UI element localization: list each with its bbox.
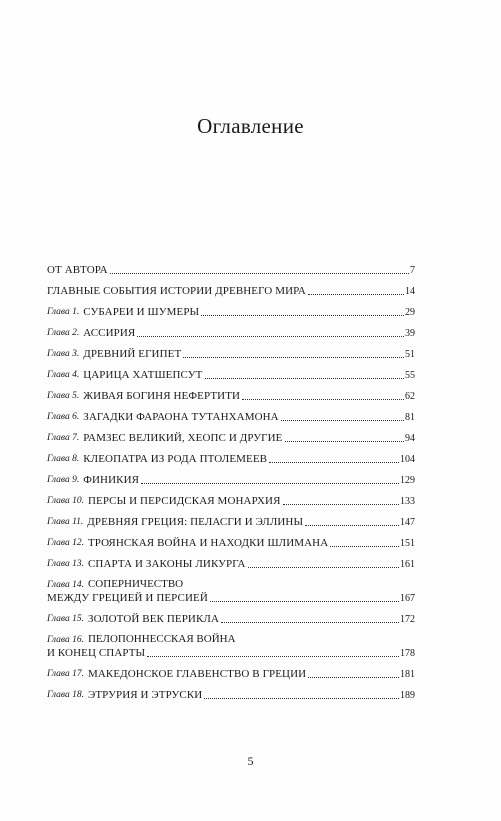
chapter-label: Глава 8.	[47, 454, 80, 464]
toc-entry[interactable]	[47, 403, 415, 424]
toc-entry-body	[47, 411, 415, 424]
chapter-label: Глава 2.	[47, 328, 80, 338]
dot-leader	[201, 315, 404, 316]
toc-entry-body	[47, 306, 415, 319]
toc-page-number: 161	[400, 559, 415, 570]
toc-page-number: 51	[405, 349, 415, 360]
page-title: Оглавление	[197, 114, 304, 138]
toc-entry-line	[47, 306, 415, 319]
chapter-label: Глава 1.	[47, 307, 80, 317]
toc-entry-title: ЖИВАЯ БОГИНЯ НЕФЕРТИТИ	[83, 390, 241, 402]
toc-entry-body	[47, 689, 415, 702]
toc-entry[interactable]	[47, 571, 415, 605]
toc-entry-body	[47, 327, 415, 340]
page-number: 5	[247, 754, 254, 768]
toc-page-number: 14	[405, 286, 415, 297]
toc-entry-body	[47, 578, 415, 605]
toc-entry-title: ЭТРУРИЯ И ЭТРУСКИ	[87, 689, 203, 701]
toc-entry-line	[47, 516, 415, 529]
toc-entry-body	[47, 558, 415, 571]
toc-page-number: 129	[400, 475, 415, 486]
chapter-label: Глава 11.	[47, 517, 84, 527]
toc-page-number: 178	[400, 648, 415, 659]
toc-entry[interactable]	[47, 529, 415, 550]
toc-entry-title: ТРОЯНСКАЯ ВОЙНА И НАХОДКИ ШЛИМАНА	[87, 537, 329, 549]
dot-leader	[283, 504, 399, 505]
toc-entry-body	[47, 668, 415, 681]
toc-entry[interactable]	[47, 550, 415, 571]
toc-entry-title: ФИНИКИЯ	[83, 474, 140, 486]
toc-entry-body	[47, 369, 415, 382]
toc-entry-line	[47, 495, 415, 508]
toc-entry-title: ПЕРСЫ И ПЕРСИДСКАЯ МОНАРХИЯ	[87, 495, 281, 507]
toc-entry-line	[47, 327, 415, 340]
toc-page-number: 39	[405, 328, 415, 339]
toc-entry[interactable]	[47, 382, 415, 403]
toc-entry-line	[47, 689, 415, 702]
toc-entry-body	[47, 537, 415, 550]
toc-entry-title: ЗОЛОТОЙ ВЕК ПЕРИКЛА	[87, 613, 220, 625]
chapter-label: Глава 5.	[47, 391, 80, 401]
toc-entry-line	[47, 537, 415, 550]
chapter-label: Глава 18.	[47, 690, 84, 700]
toc-entry-line	[47, 558, 415, 571]
toc-entry-line	[47, 668, 415, 681]
toc-entry-title: ОТ АВТОРА	[47, 264, 108, 276]
toc-entry-body	[47, 516, 415, 529]
toc-entry-line	[47, 390, 415, 403]
toc-entry-title: СУБАРЕИ И ШУМЕРЫ	[83, 306, 200, 318]
toc-entry-title: МЕЖДУ ГРЕЦИЕЙ И ПЕРСИЕЙ	[47, 592, 208, 604]
toc-entry[interactable]	[47, 681, 415, 702]
toc-entry-title-part1: ПЕЛОПОННЕССКАЯ ВОЙНА	[87, 633, 236, 645]
toc-entry-body	[47, 474, 415, 487]
chapter-label: Глава 17.	[47, 669, 84, 679]
toc-entry[interactable]	[47, 508, 415, 529]
toc-entry-body	[47, 285, 415, 298]
toc-entry-body	[47, 495, 415, 508]
chapter-label: Глава 4.	[47, 370, 80, 380]
toc-entry-body	[47, 613, 415, 626]
toc-entry-line	[47, 474, 415, 487]
dot-leader	[137, 336, 404, 337]
toc-entry-title: ГЛАВНЫЕ СОБЫТИЯ ИСТОРИИ ДРЕВНЕГО МИРА	[47, 285, 306, 297]
chapter-label: Глава 10.	[47, 496, 84, 506]
dot-leader	[210, 601, 399, 602]
toc-entry-body	[47, 264, 415, 277]
toc-entry-title: ЦАРИЦА ХАТШЕПСУТ	[83, 369, 203, 381]
chapter-label: Глава 9.	[47, 475, 80, 485]
chapter-label: Глава 3.	[47, 349, 80, 359]
toc-page-number: 29	[405, 307, 415, 318]
toc-entry[interactable]	[47, 424, 415, 445]
toc-page-number: 181	[400, 669, 415, 680]
toc-page-number: 55	[405, 370, 415, 381]
table-of-contents	[47, 256, 415, 702]
toc-page-number: 81	[405, 412, 415, 423]
toc-page-number: 147	[400, 517, 415, 528]
dot-leader	[330, 546, 399, 547]
toc-entry-title-line1	[47, 578, 415, 592]
dot-leader	[205, 378, 404, 379]
chapter-label: Глава 13.	[47, 559, 84, 569]
toc-page-number: 189	[400, 690, 415, 701]
toc-entry-title: ДРЕВНИЙ ЕГИПЕТ	[83, 348, 182, 360]
toc-entry-line	[47, 592, 415, 605]
toc-page-number: 167	[400, 593, 415, 604]
toc-entry-body	[47, 390, 415, 403]
toc-entry[interactable]	[47, 277, 415, 298]
toc-entry-line	[47, 647, 415, 660]
chapter-label: Глава 6.	[47, 412, 80, 422]
chapter-label: Глава 15.	[47, 614, 84, 624]
dot-leader	[308, 677, 399, 678]
dot-leader	[221, 622, 399, 623]
toc-entry-title: ЗАГАДКИ ФАРАОНА ТУТАНХАМОНА	[83, 411, 279, 423]
toc-entry[interactable]	[47, 605, 415, 626]
dot-leader	[141, 483, 399, 484]
toc-entry-line	[47, 613, 415, 626]
toc-page-number: 104	[400, 454, 415, 465]
toc-entry-line	[47, 369, 415, 382]
toc-entry-title: РАМЗЕС ВЕЛИКИЙ, ХЕОПС И ДРУГИЕ	[83, 432, 283, 444]
toc-page-number: 172	[400, 614, 415, 625]
toc-entry-title: МАКЕДОНСКОЕ ГЛАВЕНСТВО В ГРЕЦИИ	[87, 668, 307, 680]
toc-entry-body	[47, 348, 415, 361]
toc-entry[interactable]	[47, 361, 415, 382]
toc-page-number: 133	[400, 496, 415, 507]
toc-page-number: 151	[400, 538, 415, 549]
chapter-label: Глава 7.	[47, 433, 80, 443]
toc-entry[interactable]	[47, 319, 415, 340]
toc-page-number: 7	[410, 265, 415, 276]
dot-leader	[204, 698, 399, 699]
toc-entry-body	[47, 432, 415, 445]
toc-entry[interactable]	[47, 256, 415, 277]
toc-entry[interactable]	[47, 466, 415, 487]
toc-entry-line	[47, 432, 415, 445]
toc-entry-body	[47, 633, 415, 660]
toc-entry-title: КЛЕОПАТРА ИЗ РОДА ПТОЛЕМЕЕВ	[83, 453, 268, 465]
toc-entry-line	[47, 411, 415, 424]
chapter-label: Глава 14.	[47, 580, 84, 590]
toc-entry-line	[47, 285, 415, 298]
toc-entry-line	[47, 264, 415, 277]
toc-entry-title: СПАРТА И ЗАКОНЫ ЛИКУРГА	[87, 558, 246, 570]
dot-leader	[110, 273, 409, 274]
toc-entry[interactable]	[47, 445, 415, 466]
toc-entry-body	[47, 453, 415, 466]
toc-entry[interactable]	[47, 298, 415, 319]
toc-entry[interactable]	[47, 487, 415, 508]
dot-leader	[305, 525, 399, 526]
chapter-label: Глава 12.	[47, 538, 84, 548]
toc-entry-title-part1: СОПЕРНИЧЕСТВО	[87, 578, 184, 590]
dot-leader	[308, 294, 404, 295]
toc-entry[interactable]	[47, 626, 415, 660]
dot-leader	[183, 357, 404, 358]
dot-leader	[285, 441, 405, 442]
toc-entry-title: ДРЕВНЯЯ ГРЕЦИЯ: ПЕЛАСГИ И ЭЛЛИНЫ	[87, 516, 304, 528]
dot-leader	[242, 399, 404, 400]
toc-page-number: 94	[405, 433, 415, 444]
toc-entry-title: АССИРИЯ	[83, 327, 136, 339]
toc-entry-title-line1	[47, 633, 415, 647]
dot-leader	[269, 462, 399, 463]
toc-page-number: 62	[405, 391, 415, 402]
dot-leader	[248, 567, 399, 568]
dot-leader	[281, 420, 404, 421]
toc-entry-line	[47, 348, 415, 361]
toc-entry[interactable]	[47, 660, 415, 681]
toc-entry-line	[47, 453, 415, 466]
chapter-label: Глава 16.	[47, 635, 84, 645]
dot-leader	[147, 656, 399, 657]
toc-entry-title: И КОНЕЦ СПАРТЫ	[47, 647, 146, 659]
toc-entry[interactable]	[47, 340, 415, 361]
